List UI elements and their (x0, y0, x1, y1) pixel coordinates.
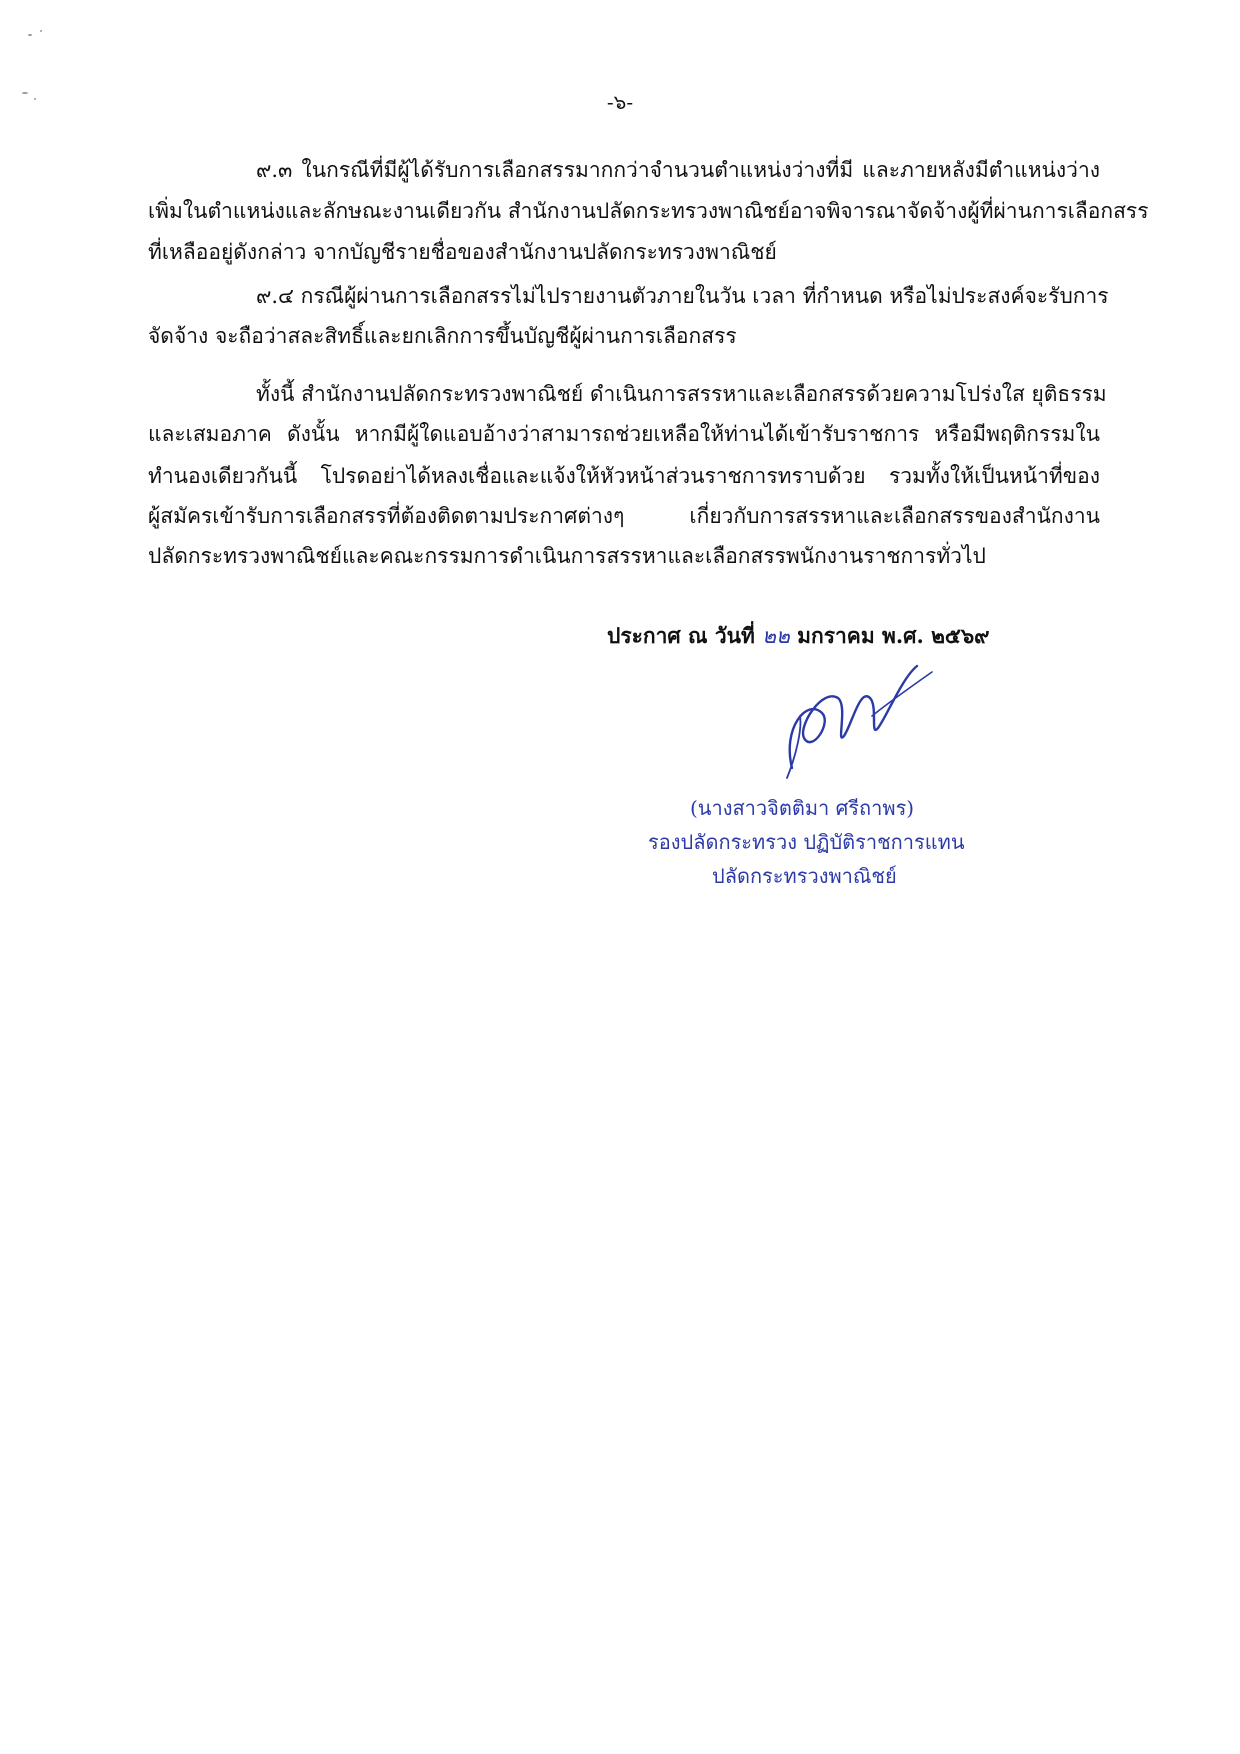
scan-speck (28, 34, 32, 36)
section-9-4-line-1: ๙.๔ กรณีผู้ผ่านการเลือกสรรไม่ไปรายงานตัวภายในวัน เวลา ที่กำหนด หรือไม่ประสงค์จะรับการ (256, 284, 1109, 308)
closing-paragraph-line-1: ทั้งนี้ สำนักงานปลัดกระทรวงพาณิชย์ ดำเนินการสรรหาและเลือกสรรด้วยความโปร่งใส ยุติธรรม (256, 382, 1107, 406)
section-9-3-line-1: ๙.๓ ในกรณีที่มีผู้ได้รับการเลือกสรรมากกว่าจำนวนตำแหน่งว่างที่มี และภายหลังมีตำแหน่งว่าง (256, 158, 1100, 182)
closing-paragraph-line-4: ผู้สมัครเข้ารับการเลือกสรรที่ต้องติดตามประกาศต่างๆ เกี่ยวกับการสรรหาและเลือกสรรของสำนักงาน (148, 504, 1100, 528)
announcement-day: ๒๒ (762, 624, 790, 648)
announcement-date (607, 620, 1037, 653)
signer-position-line-2: ปลัดกระทรวงพาณิชย์ (712, 864, 897, 888)
section-9-3-line-2: เพิ่มในตำแหน่งและลักษณะงานเดียวกัน สำนักงานปลัดกระทรวงพาณิชย์อาจพิจารณาจัดจ้างผู้ที่ผ่านการเลือกสรร (148, 199, 1149, 223)
announcement-year: พ.ศ. ๒๕๖๙ (881, 623, 990, 648)
signer-name: (นางสาวจิตติมา ศรีถาพร) (690, 796, 915, 820)
announcement-month: มกราคม (797, 623, 875, 648)
section-9-4-line-2: จัดจ้าง จะถือว่าสละสิทธิ์และยกเลิกการขึ้นบัญชีผู้ผ่านการเลือกสรร (148, 324, 737, 348)
handwritten-signature (752, 658, 952, 788)
signer-position-line-1: รองปลัดกระทรวง ปฏิบัติราชการแทน (648, 830, 965, 854)
page-number: -๖- (606, 90, 634, 114)
closing-paragraph-line-3: ทำนองเดียวกันนี้ โปรดอย่าได้หลงเชื่อและแจ้งให้หัวหน้าส่วนราชการทราบด้วย รวมทั้งให้เป็นหน้าที่ของ (148, 464, 1100, 488)
scan-speck (40, 30, 42, 32)
closing-paragraph-line-5: ปลัดกระทรวงพาณิชย์และคณะกรรมการดำเนินการสรรหาและเลือกสรรพนักงานราชการทั่วไป (148, 544, 986, 568)
announcement-prefix: ประกาศ ณ วันที่ (607, 623, 755, 648)
closing-paragraph-line-2: และเสมอภาค ดังนั้น หากมีผู้ใดแอบอ้างว่าสามารถช่วยเหลือให้ท่านได้เข้ารับราชการ หรือมีพฤติกรรมใน (148, 422, 1100, 446)
section-9-3-line-3: ที่เหลืออยู่ดังกล่าว จากบัญชีรายชื่อของสำนักงานปลัดกระทรวงพาณิชย์ (148, 240, 777, 264)
